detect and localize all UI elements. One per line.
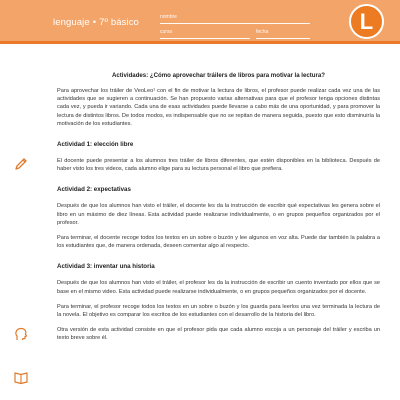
intro-paragraph: Para aprovechar los tráiler de VeoLeo¹ con el fin de motivar la lectura de libros, el profesor puede realizar cada vez una de las actividades que se sugieren a continuación. Se han propuesto varias alternativas para que el profesor tenga opciones distintas cada vez, y pueda ir variando. Cada una de esas actividades puede llevarse a cabo más de una oportunidad, y para promover la lectura de distintos libros. De todos modos, es indispensable que no se repitan de manera seguida, puesto que esto disminuiría la motivación de los estudiantes. xyxy=(57,88,380,127)
course-field-label: curso xyxy=(160,29,173,35)
grade-label: 7º básico xyxy=(99,17,139,28)
date-field-label: fecha xyxy=(256,29,269,35)
course-field[interactable] xyxy=(160,27,250,39)
subject-separator: • xyxy=(92,17,97,28)
head-icon xyxy=(13,326,29,342)
section-2-title: Actividad 2: expectativas xyxy=(57,186,131,194)
section-2-paragraph-1: Después de que los alumnos han visto el tráiler, el docente les da la instrucción de escribir qué expectativas les genera sobre el libro en un máximo de diez líneas. Esta actividad puede realizarse individualmente, o en grupos pequeños organizados por el profesor. xyxy=(57,203,380,226)
subject-name: lenguaje xyxy=(53,17,90,28)
document-title: Actividades: ¿Cómo aprovechar tráilers de libros para motivar la lectura? xyxy=(111,72,325,79)
header-band xyxy=(0,0,400,44)
document-body xyxy=(57,44,380,400)
book-icon xyxy=(13,369,29,385)
section-1-title: Actividad 1: elección libre xyxy=(57,141,134,149)
section-2-paragraph-2: Para terminar, el docente recoge todos los textos en un sobre o buzón y lee algunos en voz alta. Puede dar también la palabra a los estudiantes que, de manera ordenada, deseen comentar algo al respecto. xyxy=(57,235,380,250)
subject-label xyxy=(53,17,139,28)
section-1-paragraph-1: El docente puede presentar a los alumnos tres tráiler de libros diferentes, que estén disponibles en la biblioteca. Después de haber visto los tres videos, cada alumno elige para su lectura personal el libro que prefiera. xyxy=(57,158,380,173)
subject-logo-letter: L xyxy=(359,8,374,34)
name-field-label: nombre xyxy=(160,14,177,20)
section-3-paragraph-2: Para terminar, el profesor recoge todos los textos en un sobre o buzón y los guarda para leerlos una vez terminada la lectura de la novela. El objetivo es comparar los escritos de los estudiantes con el desarrollo de la historia del libro. xyxy=(57,303,380,319)
section-3-paragraph-1: Después de que los alumnos han visto el tráiler, el profesor les da la instrucción de escribir un cuento inventado por ellos que se base en el mismo video. Esta actividad puede realizarse individualmente, o en grupos pequeños organizados por el docente. xyxy=(57,280,380,295)
section-3-paragraph-3: Otra versión de esta actividad consiste en que el profesor pida que cada alumno escoja a un personaje del tráiler y escriba un texto breve sobre él. xyxy=(57,327,380,342)
name-field[interactable] xyxy=(160,12,310,24)
subject-logo xyxy=(349,4,384,39)
section-3-title: Actividad 3: inventar una historia xyxy=(57,263,155,271)
pencil-icon xyxy=(13,156,29,172)
date-field[interactable] xyxy=(256,27,310,39)
left-sidebar xyxy=(0,44,42,400)
